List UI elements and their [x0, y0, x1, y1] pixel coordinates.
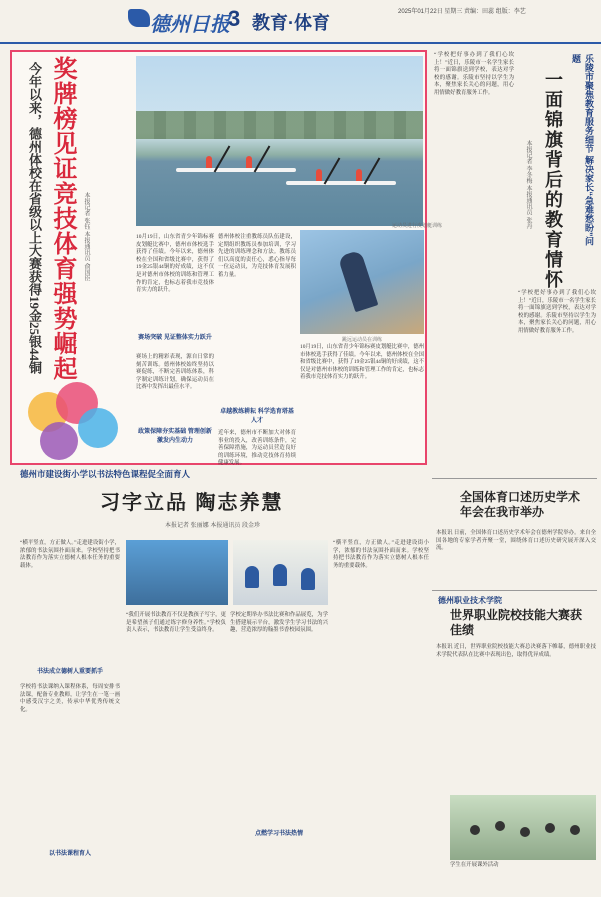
section-name: 教育·体育 [252, 13, 330, 33]
right-headline: 一面锦旗背后的教育情怀 [543, 70, 563, 290]
feature-column-2: 赛场上的精彩表现，源自日常的刻苦训练。德州体校始终坚持以赛促练，不断完善训练体系，科学制定训练计划，确保运动员在比赛中发挥出最佳水平。 [136, 354, 214, 391]
bottom-deck: 德州市建设街小学以书法特色课程促全面育人 [20, 469, 191, 479]
right-byline: 本报记者 李冬梅 本报通讯员 张丹 [525, 140, 531, 230]
feature-subhead-3: 政策保障夯实基础 管理创新激发内生动力 [138, 429, 212, 444]
feature-subhead-2: 卓越教练耕耘 科学选育塔基人才 [220, 409, 294, 424]
news1-body: 本报讯 日前，全国体育口述历史学术年会在德州学院举办。来自全国各地的专家学者齐聚一堂，围绕体育口述历史研究展开深入交流。 [436, 530, 596, 552]
right-deck: 乐陵市聚焦教育服务细节 解决家长“急难愁盼”问题 [571, 54, 594, 246]
news1-headline: 全国体育口述历史学术年会在我市举办 [460, 490, 581, 519]
feature-column-3: 德州体校注重教练员队伍建设，定期组织教练员参加培训，学习先进的训练理念和方法。教练员们以高度的责任心，悉心指导每一位运动员，为竞技体育发展积蓄力量。 [218, 234, 296, 278]
feature-article [10, 50, 443, 467]
right-article-body-2: “学校把好事办到了我们心坎上！”近日，乐陵市一名学生家长将一面锦旗送到学校，表达对学校的感谢。乐陵市坚持以学生为本，聚焦家长关心的问题，用心用情做好教育服务工作。 [518, 290, 596, 334]
students-photo [450, 795, 596, 860]
sports-illustration [18, 382, 133, 462]
feature-headline: 奖牌榜见证竞技体育强势崛起 [49, 56, 76, 381]
news2-headline: 世界职业院校技能大赛获佳绩 [450, 608, 583, 637]
bottom-column-4: 学校定期举办书法比赛和作品展览，为学生搭建展示平台，激发学生学习书法的兴趣，营造浓厚的翰墨书香校园氛围。 [230, 612, 328, 634]
right-article-body: “学校把好事办到了我们心坎上！”近日，乐陵市一名学生家长将一面锦旗送到学校，表达对学校的感谢。乐陵市坚持以学生为本，聚焦家长关心的问题，用心用情做好教育服务工作。 [434, 52, 514, 96]
feature-column-5: 10月19日，山东省青少年锦标赛皮划艇比赛中，德州市体校选手获得了佳绩。今年以来，德州体校在全国和省级比赛中，获得了19金25银44铜的好成绩，这不仅是对德州市体校的训练和管理工作的肯定，也标志着我市竞技体育实力的跃升。 [300, 344, 424, 381]
bottom-column-5: “横平竖直，方正做人。”走进建设街小学，浓郁的书法氛围扑面而来。学校坚持把书法教育作为落实立德树人根本任务的重要载体。 [333, 540, 429, 569]
calligraphy-photo [126, 540, 228, 605]
bottom-subhead-2: 以书法课程育人 [48, 851, 91, 857]
bottom-column-3: “我们开展书法教育不仅是教孩子写字，更是希望孩子们通过练字修身养性。”学校负责人表示，书法教育让学生受益终身。 [126, 612, 226, 634]
dateline: 2025年01月22日 星期三 责编：田蕊 组版：李艺 [398, 9, 526, 15]
feature-subhead-1: 赛场突破 见证整体实力跃升 [138, 335, 212, 341]
bottom-byline: 本报记者 张丽娜 本报通讯员 段金珍 [165, 523, 261, 529]
newspaper-logo: 德州日报 [150, 14, 230, 36]
news2-body: 本报讯 近日，世界职业院校技能大赛总决赛落下帷幕，德州职业技术学院代表队在比赛中表现出色，取得优异成绩。 [436, 644, 596, 658]
news2-tag: 德州职业技术学院 [438, 596, 502, 605]
students-photo-caption: 学生在开展课外活动 [450, 862, 499, 868]
masthead [0, 0, 601, 44]
feature-column-1: 10月19日，山东省青少年锦标赛皮划艇比赛中，德州市体校选手获得了佳绩。今年以来，德州体校在全国和省级比赛中，获得了19金25银44铜的好成绩，这不仅是对德州市体校的训练和管理工作的肯定，也标志着我市竞技体育实力的跃升。 [136, 234, 214, 294]
bottom-subhead-1: 书法成立德树人重要抓手 [36, 669, 103, 675]
page-number: 3 [228, 6, 241, 31]
bottom-column-2: 学校将书法课纳入课程体系，每周安排书法课，配备专业教师，让学生在一笔一画中感受汉字之美，传承中华优秀传统文化。 [20, 684, 120, 713]
feature-byline: 本报记者 张钰 本报通讯员 俞国臣 [83, 192, 89, 282]
classroom-photo [233, 540, 328, 605]
kayak-photo [136, 56, 423, 226]
photo-caption: 运动员进行皮划艇训练 [392, 223, 443, 229]
feature-deck: 今年以来，德州体校在省级以上大赛获得19金25银44铜 [27, 62, 42, 374]
bottom-headline: 习字立品 陶志养慧 [100, 492, 284, 514]
photo2-caption: 跳远运动员在训练 [342, 337, 383, 343]
bottom-subhead-3: 点燃学习书法热情 [254, 831, 303, 837]
feature-column-4: 近年来，德州市不断加大对体育事业的投入，改善训练条件，完善保障措施，为运动员营造良好的训练环境，推动竞技体育持续健康发展。 [218, 430, 296, 467]
newspaper-logo-icon [128, 9, 150, 27]
bottom-column-1: “横平竖直，方正做人。”走进建设街小学，浓郁的书法氛围扑面而来。学校坚持把书法教育作为落实立德树人根本任务的重要载体。 [20, 540, 120, 569]
athlete-photo [300, 230, 424, 334]
